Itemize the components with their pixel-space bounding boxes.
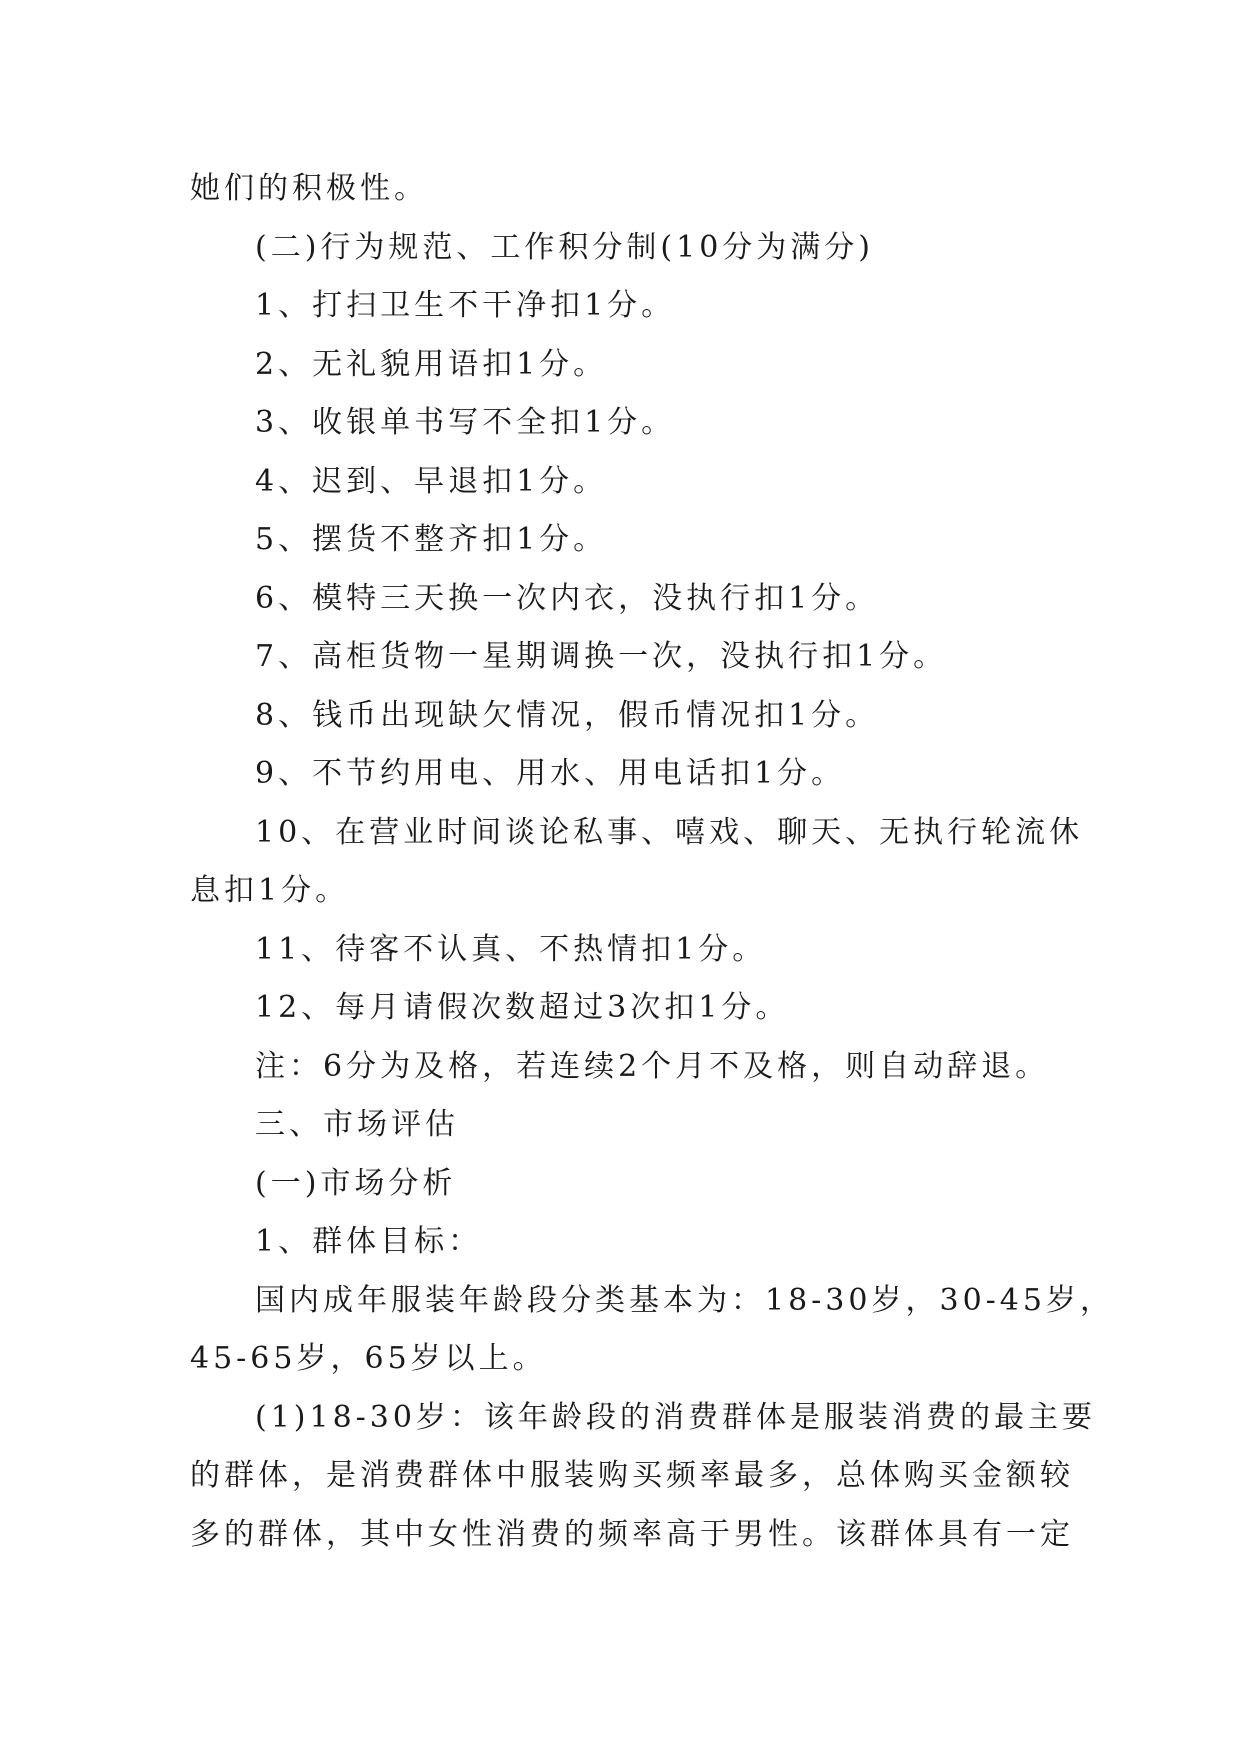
subsection-heading: (一)市场分析 [255,1165,457,1201]
rule-item: 3、收银单书写不全扣1分。 [255,405,676,440]
item-heading: 1、群体目标： [255,1224,483,1259]
section-heading: 三、市场评估 [255,1107,459,1142]
section-heading: (二)行为规范、工作积分制(10分为满分) [255,229,874,265]
note-line: 注：6分为及格，若连续2个月不及格，则自动辞退。 [255,1048,1050,1084]
rule-item: 2、无礼貌用语扣1分。 [255,346,608,382]
rule-item: 9、不节约用电、用水、用电话扣1分。 [255,756,846,791]
paragraph-line: (1)18-30岁：该年龄段的消费群体是服装消费的最主要 [255,1399,1096,1435]
rule-item: 6、模特三天换一次内衣，没执行扣1分。 [255,580,880,616]
text-line: 她们的积极性。 [190,171,428,206]
rule-item: 12、每月请假次数超过3次扣1分。 [255,990,790,1025]
rule-item: 5、摆货不整齐扣1分。 [255,522,608,557]
paragraph-line: 45-65岁，65岁以上。 [190,1341,547,1376]
paragraph-line: 多的群体，其中女性消费的频率高于男性。该群体具有一定 [190,1516,1074,1552]
rule-item-continuation: 息扣1分。 [190,873,350,908]
rule-item: 8、钱币出现缺欠情况，假币情况扣1分。 [255,697,880,733]
paragraph-line: 的群体，是消费群体中服装购买频率最多，总体购买金额较 [190,1458,1074,1493]
document-body [190,160,1114,1564]
paragraph-line: 国内成年服装年龄段分类基本为：18-30岁，30-45岁， [255,1282,1114,1318]
rule-item: 10、在营业时间谈论私事、嘻戏、聊天、无执行轮流休 [255,814,1084,850]
rule-item: 1、打扫卫生不干净扣1分。 [255,288,676,323]
rule-item: 11、待客不认真、不热情扣1分。 [255,931,767,967]
rule-item: 7、高柜货物一星期调换一次，没执行扣1分。 [255,639,948,674]
rule-item: 4、迟到、早退扣1分。 [255,463,608,499]
